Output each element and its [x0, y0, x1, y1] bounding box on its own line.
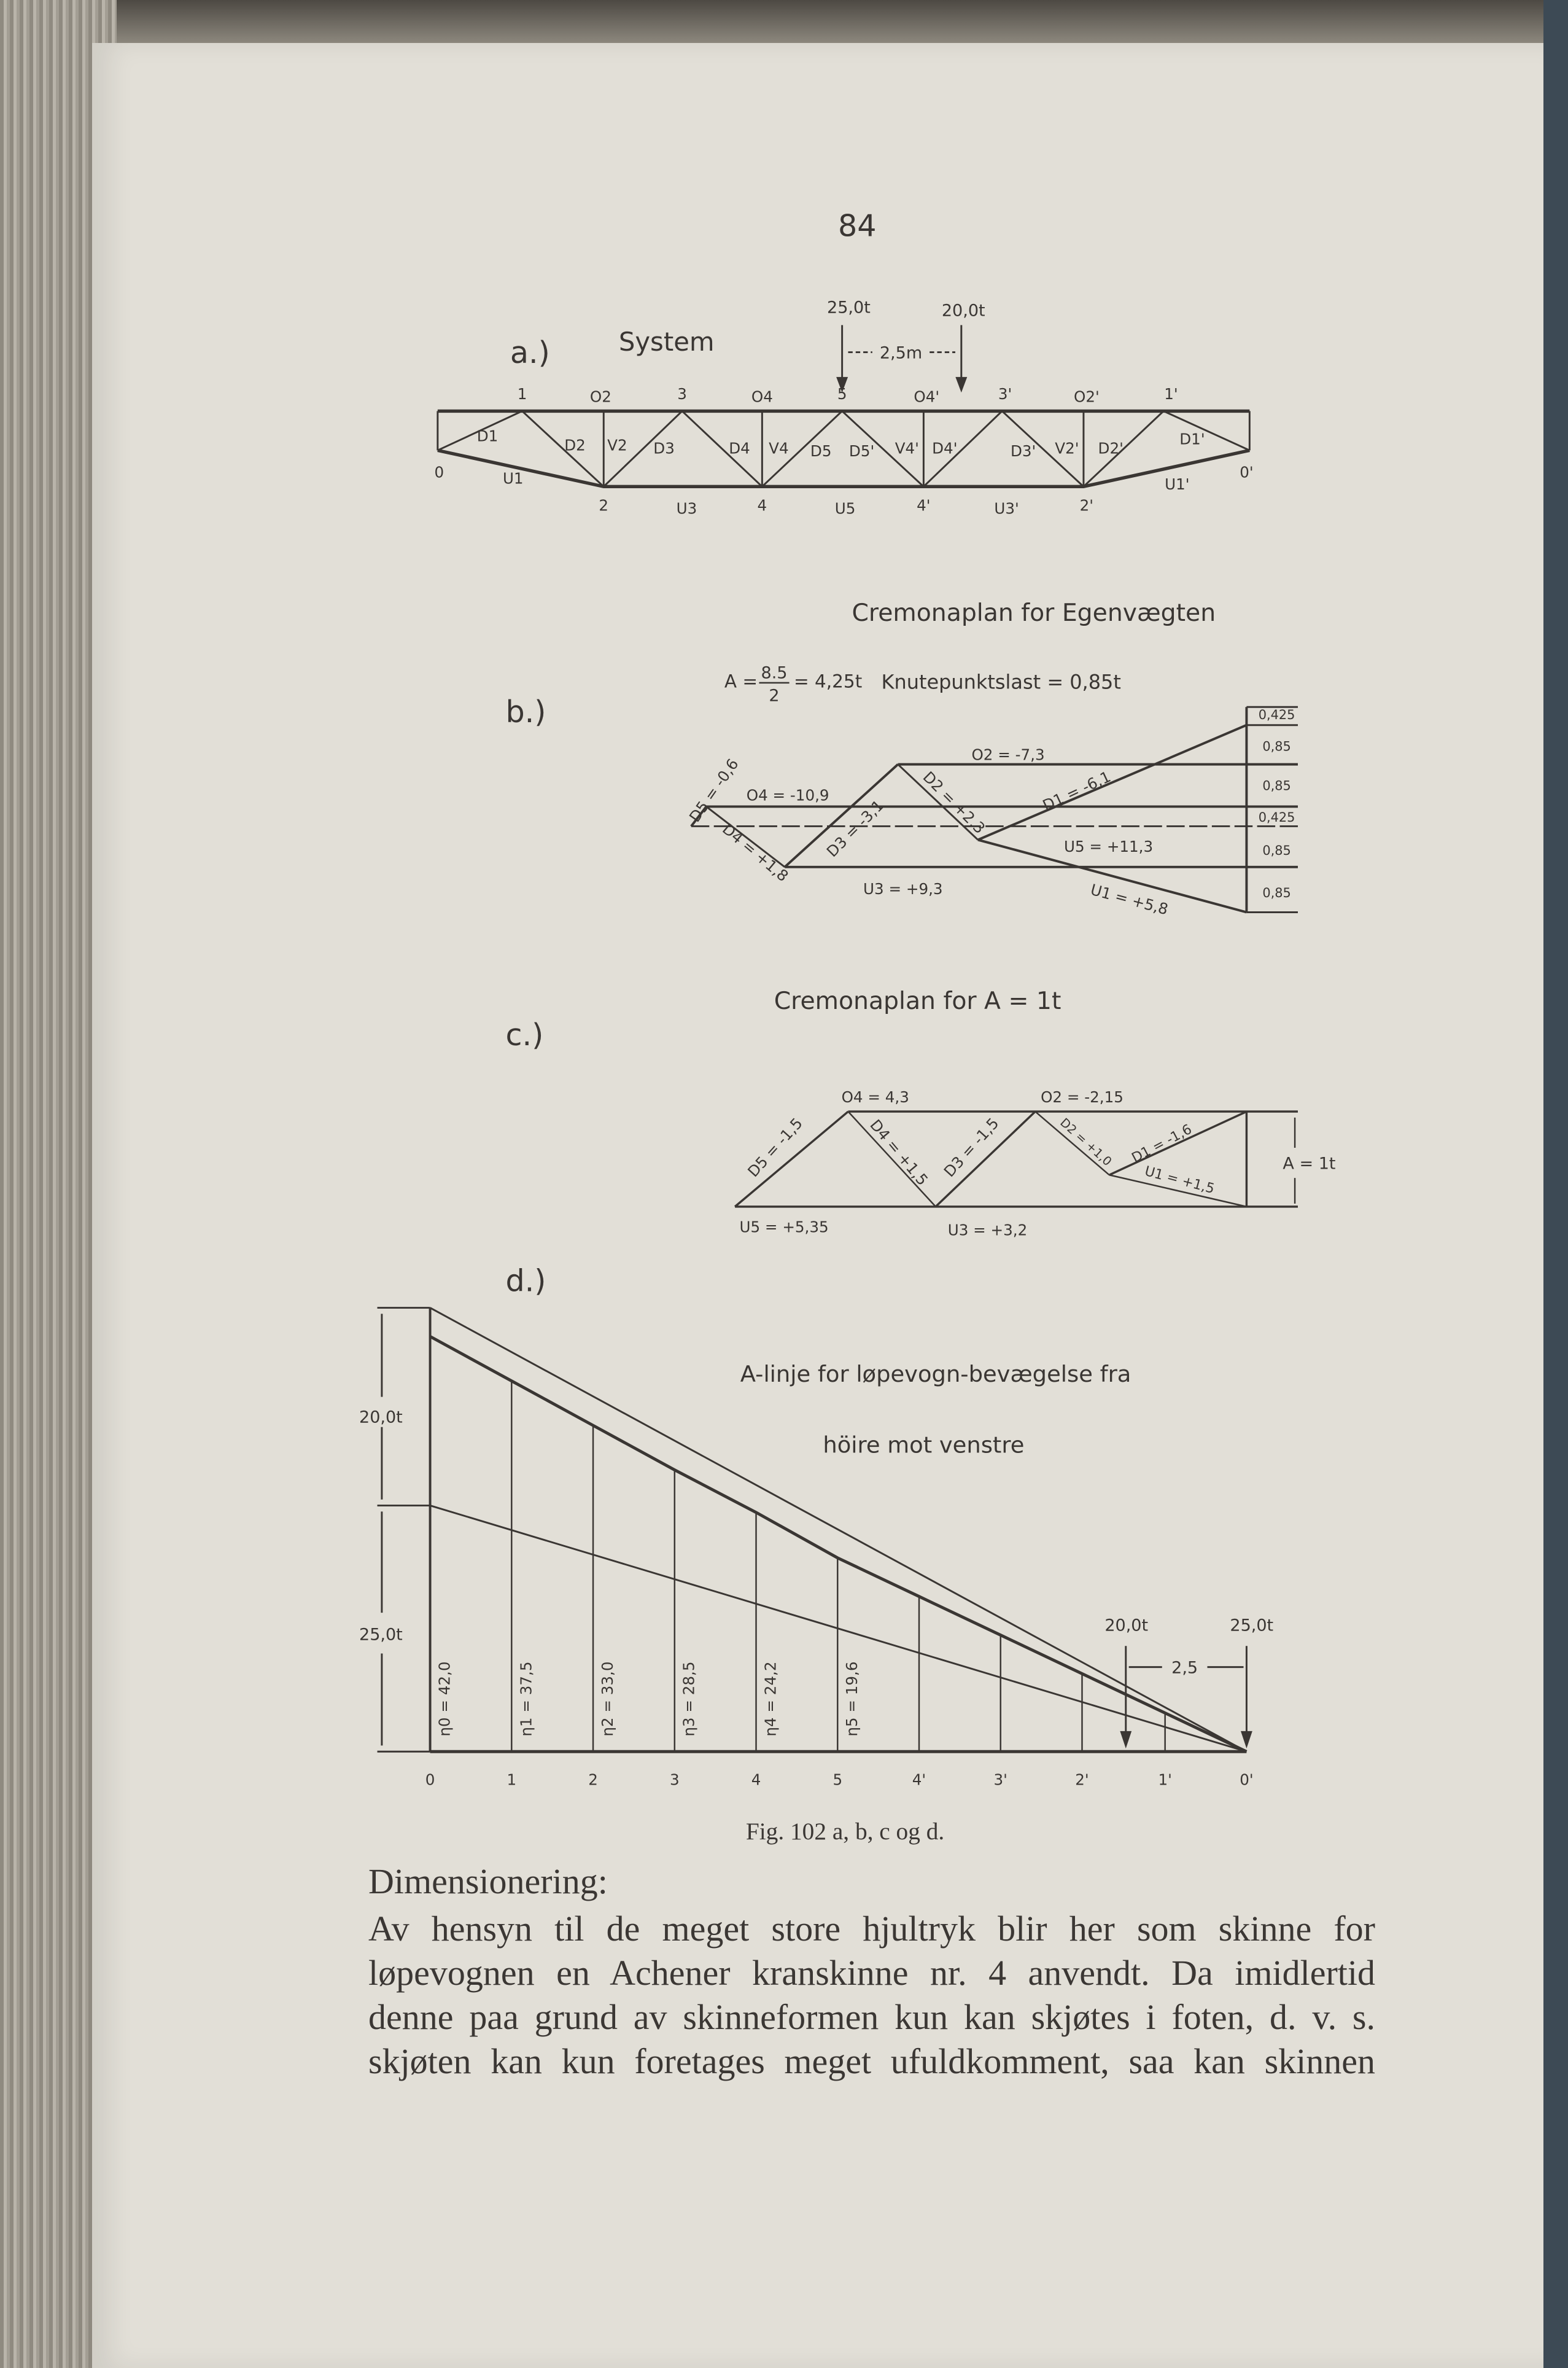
fig-c-label: c.): [505, 1016, 544, 1053]
reaction-label: A = 1t: [1283, 1154, 1336, 1174]
force-O4: O4 = 4,3: [841, 1088, 909, 1107]
force-D5: D5 = -0,6: [685, 755, 742, 825]
fig-b-cremona-dead-load: [505, 599, 1298, 918]
member-label: V2': [1055, 439, 1079, 458]
x-axis-label: 0: [425, 1770, 435, 1789]
force-D5: D5 = -1,5: [743, 1114, 806, 1181]
body-heading: Dimensionering:: [368, 1861, 608, 1901]
force-D1: D1 = -1,6: [1129, 1121, 1195, 1166]
force-O2: O2 = -2,15: [1041, 1088, 1124, 1107]
fig-d-influence-line: [359, 1263, 1273, 1789]
force-D4: D4 = +1,8: [719, 820, 792, 886]
eta-label: η2 = 33,0: [599, 1661, 617, 1737]
node-label: 3: [677, 384, 687, 403]
x-axis-label: 4': [912, 1770, 926, 1789]
x-axis-label: 1': [1158, 1770, 1172, 1789]
left-dim-upper: 20,0t: [359, 1408, 403, 1427]
force-D4: D4 = +1,5: [866, 1116, 932, 1189]
member-label: V4: [769, 439, 789, 458]
node-label: 4: [757, 496, 767, 515]
fig-c-cremona-unit-load: [505, 987, 1335, 1239]
load-increment: 0,85: [1262, 778, 1291, 793]
force-U5: U5 = +5,35: [739, 1218, 829, 1236]
truss-lines: [438, 325, 1249, 486]
member-label: D2': [1098, 439, 1124, 458]
right-load-1: 20,0t: [1104, 1616, 1149, 1635]
load-right-label: 20,0t: [941, 301, 985, 321]
eta-label: η3 = 28,5: [680, 1661, 698, 1737]
eta-label: η1 = 37,5: [517, 1661, 535, 1737]
member-label: O4': [914, 388, 940, 406]
force-U5: U5 = +11,3: [1063, 838, 1154, 856]
node-label: 5: [837, 384, 847, 403]
x-axis-label: 0': [1240, 1770, 1254, 1789]
load-increment: 0,85: [1262, 739, 1291, 754]
fig-a-system: [434, 298, 1253, 518]
member-label: U3': [994, 499, 1019, 518]
formula-numerator: 8.5: [761, 663, 788, 683]
member-label: U5: [834, 499, 856, 518]
fig-a-title: System: [618, 327, 715, 357]
load-increment: 0,85: [1262, 885, 1291, 900]
fig-b-title: Cremonaplan for Egenvægten: [852, 599, 1216, 628]
node-label: 1': [1164, 384, 1178, 403]
x-axis-label: 3: [669, 1770, 680, 1789]
page-number: 84: [837, 208, 877, 244]
member-label: D3': [1010, 442, 1036, 461]
node-label: 4': [917, 496, 931, 515]
force-U3: U3 = +3,2: [947, 1221, 1028, 1239]
force-D2: D2 = +2,3: [919, 768, 989, 838]
node-label: 2: [599, 496, 609, 515]
formula-rhs: = 4,25t: [793, 671, 863, 692]
fig-d-title-2: höire mot venstre: [823, 1431, 1025, 1459]
member-label: D1': [1179, 430, 1205, 448]
member-label: U3: [676, 499, 697, 518]
node-label: 1: [517, 384, 527, 403]
fig-a-label: a.): [510, 334, 550, 370]
fig-d-title-1: A-linje for løpevogn-bevægelse fra: [740, 1361, 1131, 1388]
fig-b-label: b.): [505, 693, 546, 730]
node-label: 2': [1079, 496, 1094, 515]
x-axis-label: 2': [1075, 1770, 1089, 1789]
figure-caption: Fig. 102 a, b, c og d.: [745, 1817, 945, 1845]
member-label: D5': [848, 442, 875, 461]
force-U3: U3 = +9,3: [863, 880, 943, 898]
formula-denominator: 2: [769, 686, 780, 706]
force-U1: U1 = +1,5: [1143, 1163, 1217, 1198]
force-D1: D1 = -6,1: [1039, 767, 1114, 815]
member-label: V2: [607, 436, 627, 454]
node-label: 3': [998, 384, 1012, 403]
eta-label: η4 = 24,2: [761, 1661, 780, 1737]
load-left-label: 25,0t: [827, 298, 871, 317]
member-label: D4: [729, 439, 750, 458]
member-label: V4': [895, 439, 919, 458]
member-label: U1: [502, 469, 524, 488]
load-increment: 0,425: [1258, 707, 1295, 722]
force-O4: O4 = -10,9: [746, 786, 829, 804]
right-load-2: 25,0t: [1230, 1616, 1274, 1635]
member-label: D1: [476, 427, 499, 445]
body-line: denne paa grund av skinneformen kun kan skjøtes i foten, d. v. s.: [368, 1997, 1375, 2037]
member-label: D3: [653, 439, 675, 458]
load-spacing-label: 2,5m: [879, 343, 923, 363]
member-label: U1': [1165, 475, 1190, 494]
force-D2: D2 = +1,0: [1057, 1115, 1115, 1169]
force-U1: U1 = +5,8: [1089, 880, 1170, 919]
force-O2: O2 = -7,3: [971, 746, 1045, 764]
fig-c-title: Cremonaplan for A = 1t: [774, 986, 1062, 1015]
body-line: løpevognen en Achener kranskinne nr. 4 anvendt. Da imidlertid: [368, 1953, 1375, 1993]
x-axis-label: 2: [588, 1770, 598, 1789]
left-dim-lower: 25,0t: [359, 1625, 403, 1645]
member-label: D2: [564, 436, 586, 454]
x-axis-label: 3': [993, 1770, 1007, 1789]
force-D3: D3 = -1,5: [940, 1114, 1003, 1181]
body-line: Av hensyn til de meget store hjultryk blir her som skinne for: [368, 1909, 1375, 1949]
formula-lhs: A =: [724, 671, 758, 692]
x-axis-label: 4: [751, 1770, 761, 1789]
x-axis-label: 1: [506, 1770, 517, 1789]
member-label: O2: [589, 388, 611, 406]
node-load-text: Knutepunktslast = 0,85t: [881, 670, 1121, 694]
fig-d-label: d.): [505, 1263, 546, 1299]
load-increment: 0,425: [1258, 810, 1295, 825]
force-D3: D3 = -3,1: [823, 796, 888, 861]
member-label: O4: [751, 388, 773, 406]
eta-label: η5 = 19,6: [843, 1661, 861, 1737]
member-label: O2': [1073, 388, 1100, 406]
node-label: 0: [434, 463, 444, 481]
load-increment: 0,85: [1262, 843, 1291, 859]
x-axis-label: 5: [833, 1770, 843, 1789]
member-label: D4': [932, 439, 958, 458]
right-spacing: 2,5: [1171, 1658, 1198, 1678]
member-label: D5: [810, 442, 832, 461]
eta-label: η0 = 42,0: [435, 1661, 454, 1737]
body-line: skjøten kan kun foretages meget ufuldkomment, saa kan skinnen: [368, 2041, 1375, 2081]
node-label: 0': [1240, 463, 1254, 481]
